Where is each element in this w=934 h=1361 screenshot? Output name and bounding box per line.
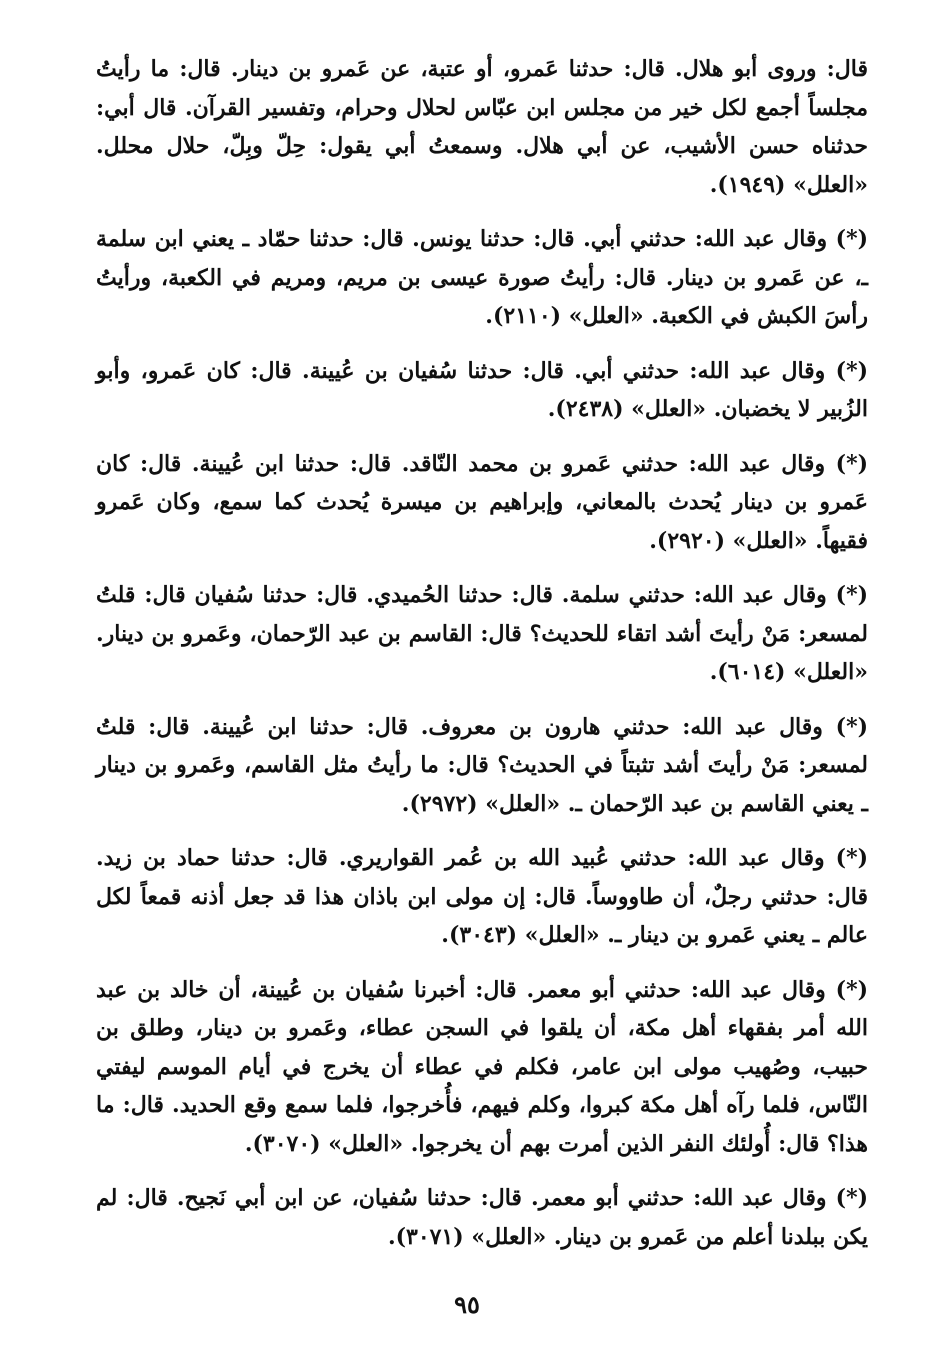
paragraph-4: (*) وقال عبد الله: حدثني عَمرو بن محمد النّاقد. قال: حدثنا ابن عُيينة. قال: كان عَمرو بن دينار يُحدث بالمعاني، وإبراهيم بن ميسرة يُحدث كما سمع، وكان عَمرو فقيهاً. «العلل» (٢٩٢٠). — [96, 450, 868, 554]
paragraph-5: (*) وقال عبد الله: حدثني سلمة. قال: حدثنا الحُميدي. قال: حدثنا سُفيان قال: قلتُ لمسعر: مَنْ رأيتَ أشد اتقاء للحديث؟ قال: القاسم بن عبد الرّحمان، وعَمرو بن دينار. «العلل» (٦٠١٤). — [96, 582, 868, 685]
paragraph-7: (*) وقال عبد الله: حدثني عُبيد الله بن عُمر القواريري. قال: حدثنا حماد بن زيد. قال: حدثني رجلٌ، أن طاووساً. قال: إن مولى ابن باذان هذا قد جعل أذنه قمعاً لكل عالم ـ يعني عَمرو بن دينار ـ. «العلل» (٣٠٤٣). — [96, 845, 868, 948]
paragraph-8: (*) وقال عبد الله: حدثني أبو معمر. قال: أخبرنا سُفيان بن عُيينة، أن خالد بن عبد الله أمر بفقهاء أهل مكة، أن يلقوا في السجن عطاء، وعَمرو بن دينار، وطلق بن حبيب، وصُهيب مولى ابن عامر، فكلم في عطاء أن يخرج في أيام الموسم ليفتي النّاس، فلما رآه أهل مكة كبروا، وكلم فيهم، فأُخرجوا، فلما سمع وقع الحديد. قال: ما هذا؟ قال: أُولئك النفر الذين أمرت بهم أن يخرجوا. «العلل» (٣٠٧٠). — [96, 976, 868, 1157]
paragraph-3: (*) وقال عبد الله: حدثني أبي. قال: حدثنا سُفيان بن عُيينة. قال: كان عَمرو، وأبو الزُبير لا يخضبان. «العلل» (٢٤٣٨). — [96, 357, 868, 422]
paragraph-2: (*) وقال عبد الله: حدثني أبي. قال: حدثنا يونس. قال: حدثنا حمّاد ـ يعني ابن سلمة ـ، عن عَمرو بن دينار. قال: رأيتُ صورة عيسى بن مريم، ومريم في الكعبة، ورأيتُ رأسَ الكبش في الكعبة. «العلل» (٢١١٠). — [96, 226, 868, 329]
page-body — [96, 50, 868, 1321]
paragraph-9: (*) وقال عبد الله: حدثني أبو معمر. قال: حدثنا سُفيان، عن ابن أبي نَجيح. قال: لم يكن ببلدنا أعلم من عَمرو بن دينار. «العلل» (٣٠٧١). — [96, 1185, 868, 1250]
page-number: ٩٥ — [454, 1290, 480, 1319]
paragraph-6: (*) وقال عبد الله: حدثني هارون بن معروف. قال: حدثنا ابن عُيينة. قال: قلتُ لمسعر: مَنْ رأيتَ أشد تثبتاً في الحديث؟ قال: ما رأيتُ مثل القاسم، وعَمرو بن دينار ـ يعني القاسم بن عبد الرّحمان ـ. «العلل» (٢٩٧٢). — [96, 713, 868, 817]
paragraph-1: قال: وروى أبو هلال. قال: حدثنا عَمرو، أو عتبة، عن عَمرو بن دينار. قال: ما رأيتُ مجلساً أجمع لكل خير من مجلس ابن عبّاس لحلال وحرام، وتفسير القرآن. قال أبي: حدثناه حسن الأشيب، عن أبي هلال. وسمعتُ أبي يقول: حِلّ وبِلّ، حلال محلل. «العلل» (١٩٤٩). — [96, 56, 868, 198]
